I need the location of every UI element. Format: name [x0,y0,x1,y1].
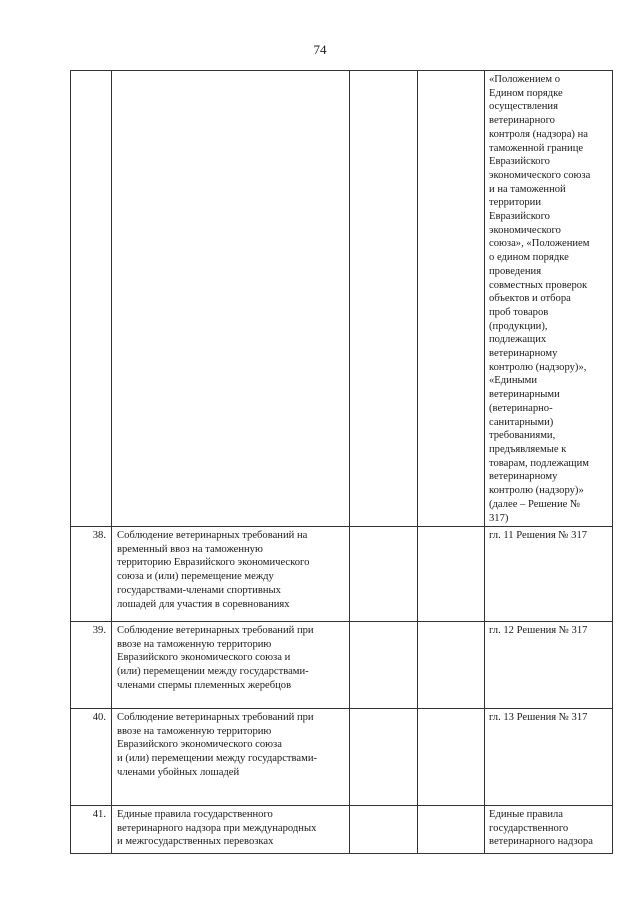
empty-cell [418,709,485,806]
table-row-39 [71,622,613,709]
page-number: 74 [313,42,327,57]
legal-reference: гл. 11 Решения № 317 [485,527,613,622]
row-number: 38. [71,527,112,622]
empty-cell [418,622,485,709]
requirement-text: Соблюдение ветеринарных требований при ввозе на таможенную территорию Евразийского экономического союза и (или) перемещении между государствами- членами убойных лошадей [112,709,350,806]
requirement-text: Соблюдение ветеринарных требований на временный ввоз на таможенную территорию Евразийского экономического союза и (или) перемещение между государствами-членами спортивных лошадей для участия в соревнованиях [112,527,350,622]
empty-cell [418,71,485,527]
empty-cell [350,527,418,622]
requirement-cell [112,71,350,527]
requirement-text: Единые правила государственного ветеринарного надзора при международных и межгосударственных перевозках [112,806,350,854]
row-number: 39. [71,622,112,709]
table-row-40 [71,709,613,806]
table-row-38 [71,527,613,622]
empty-cell [418,527,485,622]
empty-cell [350,622,418,709]
legal-reference: гл. 13 Решения № 317 [485,709,613,806]
requirement-text: Соблюдение ветеринарных требований при ввозе на таможенную территорию Евразийского экономического союза и (или) перемещении между государствами- членами спермы племенных жеребцов [112,622,350,709]
empty-cell [350,709,418,806]
empty-cell [418,806,485,854]
empty-cell [350,806,418,854]
row-number: 40. [71,709,112,806]
empty-cell [350,71,418,527]
legal-reference: Единые правила государственного ветеринарного надзора [485,806,613,854]
table-row-41 [71,806,613,854]
legal-reference-cell: «Положением о Едином порядке осуществления ветеринарного контроля (надзора) на таможенной границе Евразийского экономического союза и на таможенной территории Евразийского экономического союза», «Положением о едином порядке проведения совместных проверок объектов и отбора проб товаров (продукции), подлежащих ветеринарному контролю (надзору)», «Едиными ветеринарными (ветеринарно- санитарными) требованиями, предъявляемые к товарам, подлежащим ветеринарному контролю (надзору)» (далее – Решение № 317) [485,71,613,527]
row-number: 41. [71,806,112,854]
legal-reference: гл. 12 Решения № 317 [485,622,613,709]
number-cell [71,71,112,527]
requirements-table [70,70,613,854]
table-row-continuation [71,71,613,527]
